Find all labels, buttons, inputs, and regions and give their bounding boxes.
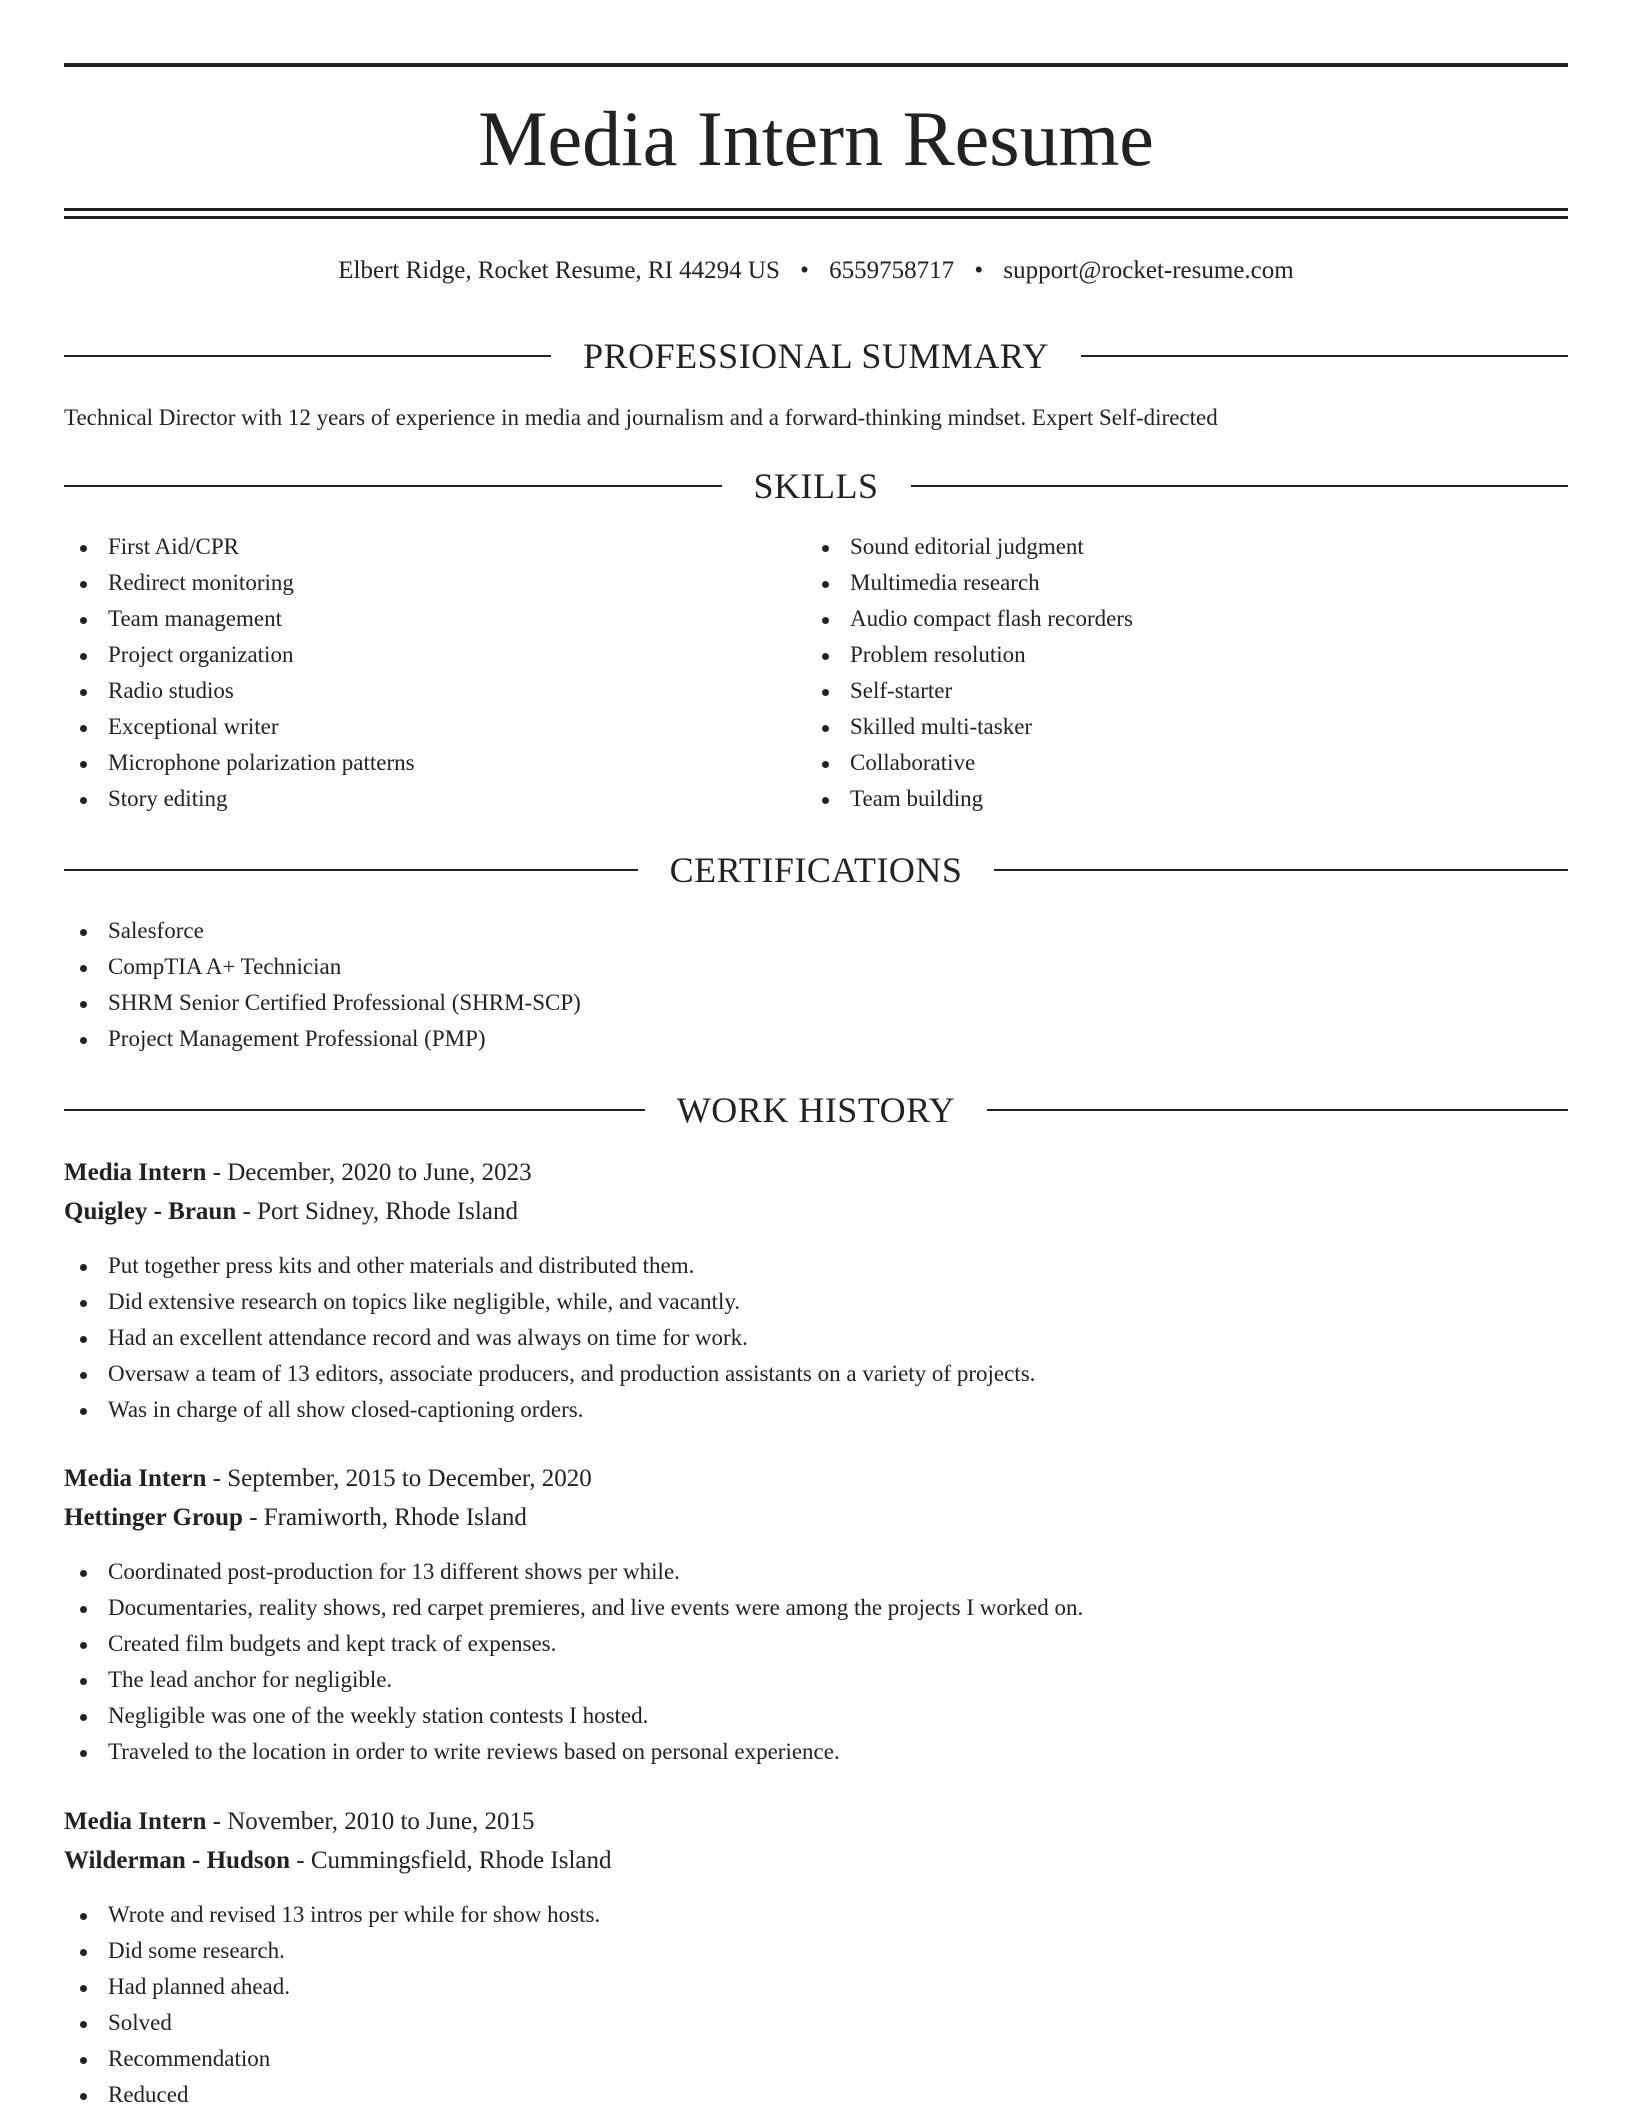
list-item: Project Management Professional (PMP) [64, 1021, 581, 1057]
list-item: Had an excellent attendance record and was always on time for work. [64, 1320, 1035, 1356]
list-item: Self-starter [806, 673, 1133, 709]
list-item: Project organization [64, 637, 415, 673]
list-item: Collaborative [806, 745, 1133, 781]
list-item: Audio compact flash recorders [806, 601, 1133, 637]
contact-email: support@rocket-resume.com [1003, 257, 1294, 284]
title-rule-upper [64, 208, 1568, 211]
list-item: Skilled multi-tasker [806, 709, 1133, 745]
section-heading-skills [64, 464, 1568, 508]
job-location: Framiworth, Rhode Island [263, 1504, 527, 1531]
job-1-title-line: Media Intern - December, 2020 to June, 2023 [64, 1159, 532, 1186]
job-location: Port Sidney, Rhode Island [257, 1198, 518, 1225]
heading-line [1081, 355, 1568, 357]
summary-text: Technical Director with 12 years of experience in media and journalism and a forward-thinking mindset. Expert Self-directed [64, 405, 1218, 430]
section-heading-summary [64, 334, 1568, 378]
job-title: Media Intern [64, 1808, 207, 1835]
list-item: Problem resolution [806, 637, 1133, 673]
list-item: Traveled to the location in order to write reviews based on personal experience. [64, 1734, 1083, 1770]
skills-list-right [806, 529, 1133, 817]
heading-line [64, 1109, 645, 1111]
contact-separator: • [800, 257, 809, 284]
list-item: Team building [806, 781, 1133, 817]
job-1-bullets [64, 1248, 1035, 1428]
skills-list-left [64, 529, 415, 817]
list-item: Exceptional writer [64, 709, 415, 745]
list-item: Created film budgets and kept track of expenses. [64, 1626, 1083, 1662]
contact-phone: 6559758717 [829, 257, 955, 284]
heading-label: WORK HISTORY [676, 1090, 956, 1130]
job-company: Wilderman - Hudson [64, 1847, 290, 1874]
section-heading-work-history [64, 1088, 1568, 1132]
certifications-list [64, 913, 581, 1057]
contact-line [64, 254, 1568, 288]
list-item: Multimedia research [806, 565, 1133, 601]
list-item: Oversaw a team of 13 editors, associate producers, and production assistants on a variety of projects. [64, 1356, 1035, 1392]
list-item: First Aid/CPR [64, 529, 415, 565]
job-3-company-line: Wilderman - Hudson - Cummingsfield, Rhode Island [64, 1847, 612, 1874]
job-2-bullets [64, 1554, 1083, 1770]
list-item: Sound editorial judgment [806, 529, 1133, 565]
heading-line [994, 869, 1568, 871]
list-item: Put together press kits and other materials and distributed them. [64, 1248, 1035, 1284]
list-item: Was in charge of all show closed-captioning orders. [64, 1392, 1035, 1428]
job-2-title-line: Media Intern - September, 2015 to December, 2020 [64, 1465, 592, 1492]
list-item: Had planned ahead. [64, 1969, 600, 2005]
heading-line [911, 485, 1569, 487]
heading-line [987, 1109, 1568, 1111]
list-item: Negligible was one of the weekly station contests I hosted. [64, 1698, 1083, 1734]
title-rule-lower [64, 216, 1568, 219]
list-item: Microphone polarization patterns [64, 745, 415, 781]
list-item: Team management [64, 601, 415, 637]
list-item: Documentaries, reality shows, red carpet premieres, and live events were among the projects I worked on. [64, 1590, 1083, 1626]
heading-label: CERTIFICATIONS [669, 850, 963, 890]
list-item: CompTIA A+ Technician [64, 949, 581, 985]
heading-line [64, 485, 722, 487]
job-1-company-line: Quigley - Braun - Port Sidney, Rhode Island [64, 1198, 518, 1225]
list-item: Coordinated post-production for 13 different shows per while. [64, 1554, 1083, 1590]
list-item: Solved [64, 2005, 600, 2041]
job-company: Hettinger Group [64, 1504, 243, 1531]
job-company: Quigley - Braun [64, 1198, 237, 1225]
job-dates: December, 2020 to June, 2023 [227, 1159, 532, 1186]
job-title: Media Intern [64, 1159, 207, 1186]
contact-address: Elbert Ridge, Rocket Resume, RI 44294 US [338, 257, 780, 284]
list-item: Did extensive research on topics like negligible, while, and vacantly. [64, 1284, 1035, 1320]
job-dates: November, 2010 to June, 2015 [227, 1808, 535, 1835]
heading-label: SKILLS [753, 466, 879, 506]
section-heading-certifications [64, 848, 1568, 892]
page-title: Media Intern Resume [478, 95, 1154, 182]
job-2-company-line: Hettinger Group - Framiworth, Rhode Island [64, 1504, 527, 1531]
list-item: Redirect monitoring [64, 565, 415, 601]
heading-line [64, 869, 638, 871]
job-location: Cummingsfield, Rhode Island [310, 1847, 612, 1874]
job-3-title-line: Media Intern - November, 2010 to June, 2015 [64, 1808, 535, 1835]
list-item: Reduced [64, 2077, 600, 2113]
job-3-bullets [64, 1897, 600, 2113]
list-item: Wrote and revised 13 intros per while for show hosts. [64, 1897, 600, 1933]
list-item: Salesforce [64, 913, 581, 949]
list-item: Story editing [64, 781, 415, 817]
list-item: SHRM Senior Certified Professional (SHRM-SCP) [64, 985, 581, 1021]
list-item: Did some research. [64, 1933, 600, 1969]
list-item: Radio studios [64, 673, 415, 709]
heading-label: PROFESSIONAL SUMMARY [583, 336, 1049, 376]
top-rule [64, 63, 1568, 67]
job-title: Media Intern [64, 1465, 207, 1492]
list-item: Recommendation [64, 2041, 600, 2077]
heading-line [64, 355, 551, 357]
list-item: The lead anchor for negligible. [64, 1662, 1083, 1698]
contact-separator: • [974, 257, 984, 284]
job-dates: September, 2015 to December, 2020 [227, 1465, 592, 1492]
